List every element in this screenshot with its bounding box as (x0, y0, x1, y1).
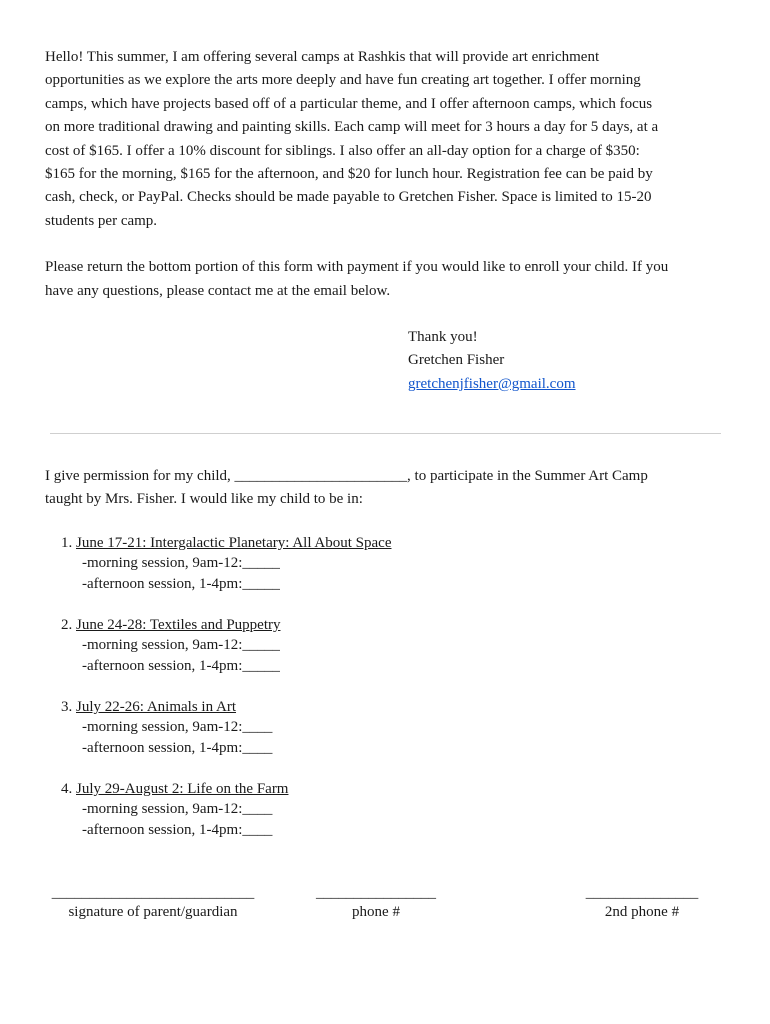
phone-line: ________________ (316, 885, 436, 901)
phone-label: phone # (352, 904, 400, 920)
second-phone-label: 2nd phone # (604, 904, 680, 920)
morning-session: -morning session, 9am-12:_____ (82, 555, 280, 572)
camp-title: June 17-21: Intergalactic Planetary: All About Space (76, 534, 392, 551)
instructions-line: Please return the bottom portion of this form with payment if you would like to enroll your child. If you (45, 259, 669, 276)
intro-line: camps, which have projects based off of a particular theme, and I offer afternoon camps, which focus (45, 95, 653, 112)
signoff-name: Gretchen Fisher (408, 352, 505, 369)
morning-session: -morning session, 9am-12:____ (82, 719, 273, 736)
instructions-line: have any questions, please contact me at the email below. (45, 282, 391, 299)
parent-signature-label: signature of parent/guardian (68, 904, 238, 920)
morning-session: -morning session, 9am-12:____ (82, 801, 273, 818)
permission-line: I give permission for my child, _______________________, to participate in the Summer Art Camp (45, 468, 648, 484)
afternoon-session: -afternoon session, 1-4pm:_____ (82, 657, 280, 674)
second-phone-line: _______________ (585, 885, 699, 901)
afternoon-session: -afternoon session, 1-4pm:____ (82, 739, 273, 756)
enrollment-form (45, 465, 735, 840)
intro-line: students per camp. (45, 212, 158, 229)
camp-title: June 24-28: Textiles and Puppetry (76, 616, 281, 633)
camp-number: 3. (61, 698, 73, 715)
phone-field (310, 884, 442, 922)
camp-option-3 (45, 697, 735, 759)
morning-session: -morning session, 9am-12:_____ (82, 637, 280, 654)
camp-title: July 22-26: Animals in Art (76, 698, 237, 715)
camp-number: 4. (61, 780, 73, 797)
permission-statement (45, 465, 735, 512)
camp-option-2 (45, 615, 735, 677)
intro-line: $165 for the morning, $165 for the afternoon, and $20 for lunch hour. Registration fee can be paid by (45, 166, 653, 183)
letter-body (45, 46, 735, 396)
permission-line: taught by Mrs. Fisher. I would like my child to be in: (45, 491, 363, 508)
camp-option-4 (45, 779, 735, 841)
camp-title: July 29-August 2: Life on the Farm (76, 780, 289, 797)
intro-line: Hello! This summer, I am offering several camps at Rashkis that will provide art enrichment (45, 49, 600, 65)
intro-line: cost of $165. I offer a 10% discount for siblings. I also offer an all-day option for a charge of $350: (45, 142, 640, 159)
email-link[interactable]: gretchenjfisher@gmail.com (408, 375, 576, 392)
parent-signature-line: ___________________________ (51, 885, 255, 901)
afternoon-session: -afternoon session, 1-4pm:____ (82, 821, 273, 838)
parent-signature-field (46, 884, 260, 922)
intro-line: opportunities as we explore the arts more deeply and have fun creating art together. I offer morning (45, 72, 641, 89)
camp-number: 1. (61, 534, 73, 551)
signoff-thanks: Thank you! (408, 329, 478, 346)
intro-paragraph (45, 46, 735, 233)
camp-number: 2. (61, 616, 73, 633)
signoff-block (408, 326, 735, 396)
intro-line: cash, check, or PayPal. Checks should be made payable to Gretchen Fisher. Space is limited to 15-20 (45, 189, 652, 206)
section-divider (50, 433, 721, 434)
second-phone-field (580, 884, 704, 922)
signature-row (0, 884, 770, 924)
intro-line: on more traditional drawing and painting skills. Each camp will meet for 3 hours a day for 5 days, at a (45, 119, 659, 136)
instructions-paragraph (45, 256, 735, 303)
afternoon-session: -afternoon session, 1-4pm:_____ (82, 575, 280, 592)
camp-option-1 (45, 533, 735, 595)
